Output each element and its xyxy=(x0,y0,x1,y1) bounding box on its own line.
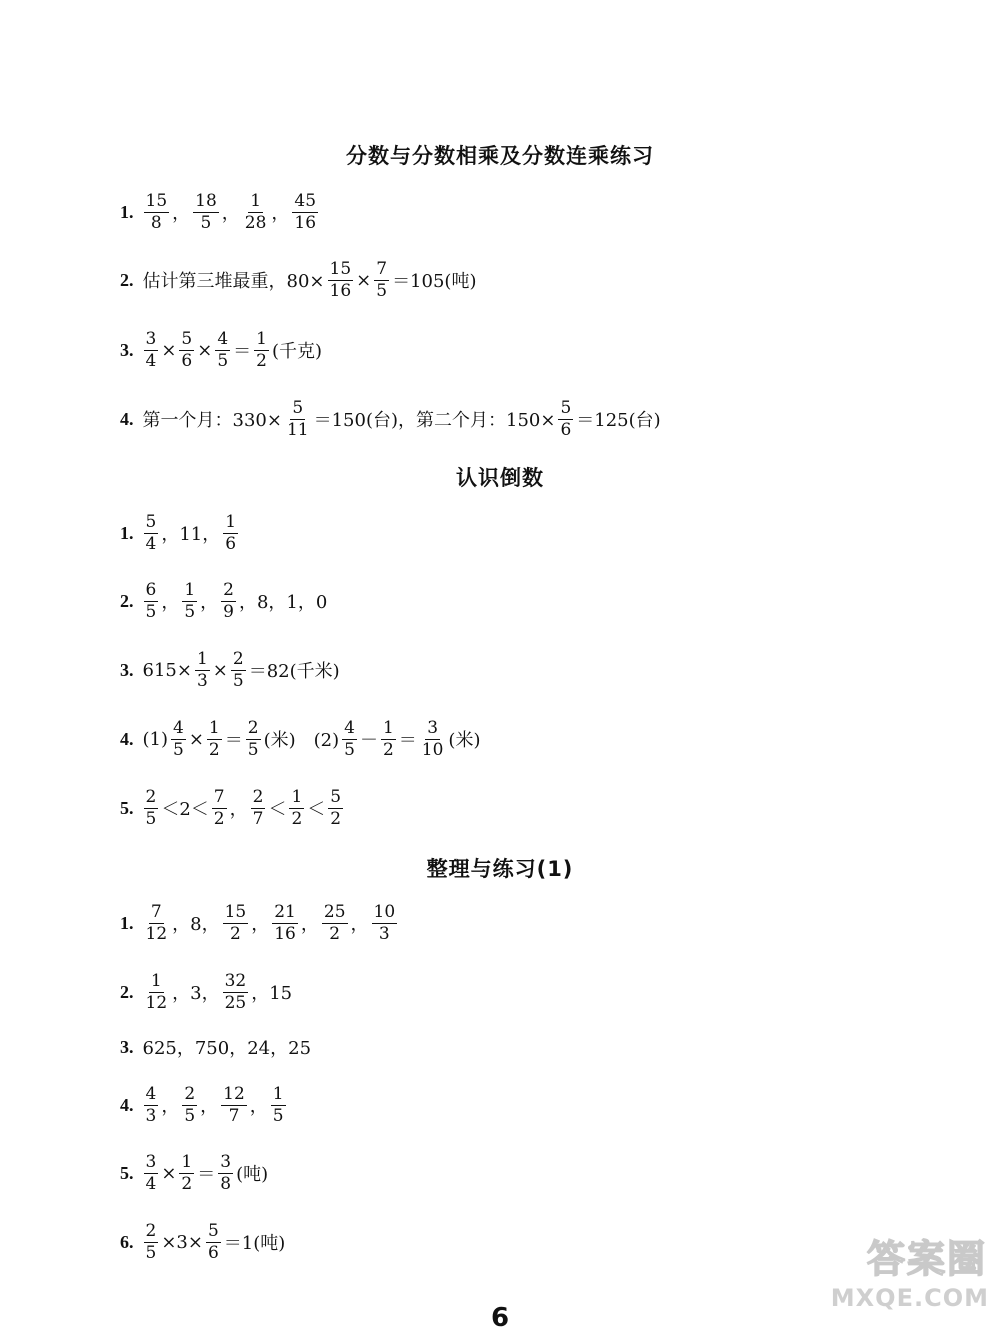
fraction-numerator: 1 xyxy=(196,648,208,669)
item-number: 4. xyxy=(120,408,134,429)
section-title: 认识倒数 xyxy=(456,466,544,490)
fraction-numerator: 7 xyxy=(376,258,388,279)
expression-text: ＝82(千米) xyxy=(248,661,340,682)
fraction-numerator: 3 xyxy=(145,1151,157,1172)
fraction xyxy=(144,190,170,233)
fraction-numerator: 4 xyxy=(217,328,229,349)
fraction xyxy=(328,258,354,301)
fraction xyxy=(193,190,219,233)
page-number: 6 xyxy=(490,1303,510,1333)
fraction-denominator: 28 xyxy=(244,212,267,233)
expression-text: (吨) xyxy=(236,1164,269,1185)
fraction xyxy=(251,786,266,829)
fraction-numerator: 7 xyxy=(213,786,225,807)
fraction-numerator: 5 xyxy=(560,397,572,418)
fraction-denominator: 6 xyxy=(560,419,572,440)
fraction-numerator: 15 xyxy=(145,190,168,211)
item-number: 4. xyxy=(120,1094,134,1115)
expression-text: ， xyxy=(172,203,191,224)
expression-text: ， xyxy=(350,914,369,935)
fraction-denominator: 5 xyxy=(145,1242,157,1263)
fraction-denominator: 5 xyxy=(184,1105,196,1126)
fraction-numerator: 4 xyxy=(145,1083,157,1104)
expression-text: ， xyxy=(200,592,219,613)
expression-text: ， xyxy=(300,914,319,935)
fraction xyxy=(223,511,238,554)
answer-item xyxy=(120,1075,288,1135)
fraction xyxy=(206,1220,221,1263)
fraction-numerator: 2 xyxy=(247,717,259,738)
fraction-numerator: 1 xyxy=(225,511,237,532)
fraction-numerator: 1 xyxy=(272,1083,284,1104)
fraction xyxy=(231,648,246,691)
fraction-numerator: 1 xyxy=(250,190,262,211)
answer-item xyxy=(120,709,481,769)
fraction-denominator: 2 xyxy=(181,1173,193,1194)
expression-text: 625，750，24，25 xyxy=(142,1038,312,1059)
fraction-denominator: 7 xyxy=(252,808,264,829)
item-number: 3. xyxy=(120,659,134,680)
fraction-numerator: 5 xyxy=(145,511,157,532)
fraction-denominator: 2 xyxy=(230,923,241,944)
fraction xyxy=(195,648,210,691)
expression-text: ， xyxy=(200,1096,219,1117)
fraction-numerator: 12 xyxy=(223,1083,245,1104)
expression-text: － xyxy=(359,730,378,751)
fraction xyxy=(212,786,227,829)
expression-text: × xyxy=(161,1162,177,1184)
section-title: 分数与分数相乘及分数连乘练习 xyxy=(346,144,654,168)
fraction-denominator: 9 xyxy=(223,601,234,622)
fraction xyxy=(322,901,348,944)
expression-text: ，8， xyxy=(172,914,220,935)
answer-item xyxy=(120,962,293,1022)
item-number: 5. xyxy=(120,1162,134,1183)
fraction-denominator: 5 xyxy=(145,601,157,622)
fraction xyxy=(144,1083,159,1126)
expression-text: ＝125(台) xyxy=(576,410,661,431)
answer-item xyxy=(120,640,341,700)
fraction-numerator: 5 xyxy=(330,786,342,807)
fraction-numerator: 7 xyxy=(150,901,162,922)
expression-text: (1) xyxy=(142,728,168,750)
expression-text: 估计第三堆最重，80× xyxy=(142,271,325,292)
expression-text: ＝ xyxy=(224,730,243,751)
expression-text: ＝ xyxy=(398,730,417,751)
expression-text: ， xyxy=(251,914,270,935)
expression-text: ＝150(台)，第二个月：150× xyxy=(313,410,556,431)
fraction xyxy=(254,328,269,371)
fraction xyxy=(292,190,318,233)
answer-item xyxy=(120,250,477,310)
fraction-numerator: 1 xyxy=(184,579,196,600)
fraction xyxy=(271,1083,286,1126)
answer-item xyxy=(120,320,323,380)
fraction-denominator: 8 xyxy=(220,1173,232,1194)
fraction xyxy=(144,901,170,944)
fraction xyxy=(221,579,236,622)
fraction-denominator: 8 xyxy=(150,212,162,233)
expression-text: ， xyxy=(271,203,290,224)
section-title: 整理与练习(1) xyxy=(426,857,574,881)
item-number: 1. xyxy=(120,912,134,933)
fraction-denominator: 3 xyxy=(196,670,208,691)
fraction xyxy=(221,1083,247,1126)
answer-item xyxy=(120,893,399,953)
fraction-denominator: 5 xyxy=(376,280,388,301)
fraction xyxy=(179,328,194,371)
fraction-denominator: 6 xyxy=(207,1242,219,1263)
fraction xyxy=(171,717,186,760)
fraction-numerator: 6 xyxy=(145,579,157,600)
fraction-denominator: 12 xyxy=(145,992,168,1013)
fraction-numerator: 1 xyxy=(256,328,267,349)
fraction-denominator: 6 xyxy=(181,350,193,371)
expression-text: ＜ xyxy=(307,799,326,820)
fraction-numerator: 5 xyxy=(292,397,304,418)
expression-text: ＝105(吨) xyxy=(392,271,477,292)
fraction-denominator: 5 xyxy=(184,601,196,622)
expression-text: ， xyxy=(161,592,180,613)
fraction-denominator: 5 xyxy=(247,739,259,760)
expression-text: (米) (2) xyxy=(263,730,340,751)
expression-text: (米) xyxy=(448,730,481,751)
fraction xyxy=(243,190,269,233)
fraction-denominator: 3 xyxy=(378,923,390,944)
fraction-numerator: 15 xyxy=(329,258,352,279)
fraction-denominator: 2 xyxy=(208,739,220,760)
item-number: 2. xyxy=(120,269,134,290)
fraction-denominator: 5 xyxy=(272,1105,284,1126)
expression-text: ，8，1，0 xyxy=(238,592,328,613)
fraction-denominator: 4 xyxy=(145,1173,157,1194)
fraction-numerator: 21 xyxy=(274,901,296,922)
fraction xyxy=(144,786,159,829)
fraction-denominator: 11 xyxy=(286,419,309,440)
expression-text: ＜ xyxy=(268,799,287,820)
fraction-denominator: 3 xyxy=(145,1105,157,1126)
fraction xyxy=(289,786,304,829)
fraction-denominator: 5 xyxy=(145,808,157,829)
item-number: 1. xyxy=(120,522,134,543)
item-number: 2. xyxy=(120,981,134,1002)
fraction-numerator: 3 xyxy=(220,1151,232,1172)
expression-text: × xyxy=(188,728,204,750)
fraction-numerator: 25 xyxy=(323,901,346,922)
fraction xyxy=(144,1220,159,1263)
answer-item xyxy=(120,389,662,449)
answer-item xyxy=(120,182,320,242)
fraction-denominator: 16 xyxy=(294,212,317,233)
fraction xyxy=(179,1151,194,1194)
fraction-denominator: 4 xyxy=(145,350,157,371)
expression-text: × xyxy=(197,339,213,361)
fraction-denominator: 4 xyxy=(145,533,157,554)
answer-item xyxy=(120,1212,286,1272)
expression-text: (千克) xyxy=(272,341,323,362)
fraction xyxy=(420,717,446,760)
expression-text: × xyxy=(356,269,372,291)
fraction xyxy=(144,1151,159,1194)
fraction-numerator: 5 xyxy=(181,328,193,349)
item-number: 2. xyxy=(120,590,134,611)
expression-text: ， xyxy=(229,799,248,820)
expression-text: ×3× xyxy=(161,1231,203,1253)
fraction-numerator: 5 xyxy=(207,1220,219,1241)
fraction xyxy=(374,258,389,301)
fraction xyxy=(144,511,159,554)
fraction xyxy=(215,328,230,371)
item-number: 4. xyxy=(120,728,134,749)
fraction-denominator: 2 xyxy=(382,739,394,760)
fraction xyxy=(558,397,573,440)
watermark-logo: 答案圈 xyxy=(866,1237,987,1281)
fraction-denominator: 2 xyxy=(213,808,225,829)
fraction-denominator: 2 xyxy=(291,808,303,829)
fraction-numerator: 2 xyxy=(145,786,157,807)
answer-item xyxy=(120,503,240,563)
fraction xyxy=(144,328,159,371)
item-number: 6. xyxy=(120,1231,134,1252)
expression-text: ＝ xyxy=(233,341,252,362)
fraction-numerator: 2 xyxy=(145,1220,157,1241)
fraction xyxy=(381,717,396,760)
fraction-numerator: 15 xyxy=(224,901,247,922)
fraction-denominator: 2 xyxy=(256,350,267,371)
expression-text: × xyxy=(212,659,228,681)
fraction-numerator: 2 xyxy=(184,1083,196,1104)
fraction xyxy=(182,579,197,622)
fraction-numerator: 3 xyxy=(427,717,439,738)
expression-text: ， xyxy=(161,1096,180,1117)
fraction-denominator: 5 xyxy=(173,739,184,760)
expression-text: ＝1(吨) xyxy=(223,1233,286,1254)
fraction-denominator: 5 xyxy=(217,350,229,371)
fraction xyxy=(223,901,249,944)
expression-text: ＝ xyxy=(197,1164,216,1185)
fraction xyxy=(144,970,170,1013)
fraction-numerator: 2 xyxy=(223,579,234,600)
answer-item xyxy=(120,571,328,631)
answer-item xyxy=(120,1143,269,1203)
answer-item xyxy=(120,1017,312,1077)
fraction-numerator: 4 xyxy=(344,717,355,738)
fraction-denominator: 16 xyxy=(329,280,352,301)
fraction xyxy=(285,397,311,440)
fraction-denominator: 5 xyxy=(200,212,212,233)
fraction-denominator: 12 xyxy=(145,923,168,944)
fraction-numerator: 1 xyxy=(382,717,394,738)
fraction xyxy=(218,1151,233,1194)
fraction xyxy=(272,901,298,944)
expression-text: ，3， xyxy=(172,983,220,1004)
fraction-denominator: 5 xyxy=(344,739,355,760)
fraction xyxy=(246,717,261,760)
fraction-numerator: 1 xyxy=(208,717,220,738)
fraction-numerator: 1 xyxy=(150,970,162,991)
fraction xyxy=(328,786,343,829)
expression-text: ， xyxy=(249,1096,268,1117)
fraction-denominator: 6 xyxy=(225,533,237,554)
fraction-denominator: 16 xyxy=(274,923,296,944)
item-number: 5. xyxy=(120,797,134,818)
expression-text: ，15 xyxy=(251,983,293,1004)
fraction-denominator: 25 xyxy=(224,992,247,1013)
item-number: 3. xyxy=(120,1036,134,1057)
expression-text: 第一个月：330× xyxy=(142,410,282,431)
item-number: 1. xyxy=(120,201,134,222)
expression-text: 615× xyxy=(142,659,192,681)
fraction-denominator: 10 xyxy=(421,739,444,760)
expression-text: × xyxy=(161,339,177,361)
fraction-numerator: 18 xyxy=(195,190,217,211)
fraction-numerator: 10 xyxy=(373,901,396,922)
fraction-numerator: 4 xyxy=(173,717,184,738)
watermark-url: MXQE.COM xyxy=(830,1284,989,1312)
fraction xyxy=(207,717,222,760)
fraction-numerator: 3 xyxy=(145,328,157,349)
fraction xyxy=(223,970,249,1013)
fraction-denominator: 5 xyxy=(232,670,244,691)
fraction-numerator: 1 xyxy=(181,1151,193,1172)
fraction-numerator: 45 xyxy=(294,190,317,211)
fraction xyxy=(182,1083,197,1126)
expression-text: ＜2＜ xyxy=(161,799,209,820)
item-number: 3. xyxy=(120,339,134,360)
fraction-denominator: 7 xyxy=(228,1105,240,1126)
expression-text: ，11， xyxy=(161,524,221,545)
fraction-numerator: 1 xyxy=(291,786,303,807)
fraction-numerator: 32 xyxy=(224,970,247,991)
fraction-numerator: 2 xyxy=(232,648,244,669)
fraction-denominator: 2 xyxy=(330,808,342,829)
fraction xyxy=(342,717,357,760)
fraction-denominator: 2 xyxy=(329,923,341,944)
expression-text: ， xyxy=(221,203,240,224)
fraction xyxy=(144,579,159,622)
answer-item xyxy=(120,778,345,838)
fraction-numerator: 2 xyxy=(252,786,264,807)
watermark xyxy=(800,1228,995,1328)
fraction xyxy=(372,901,398,944)
